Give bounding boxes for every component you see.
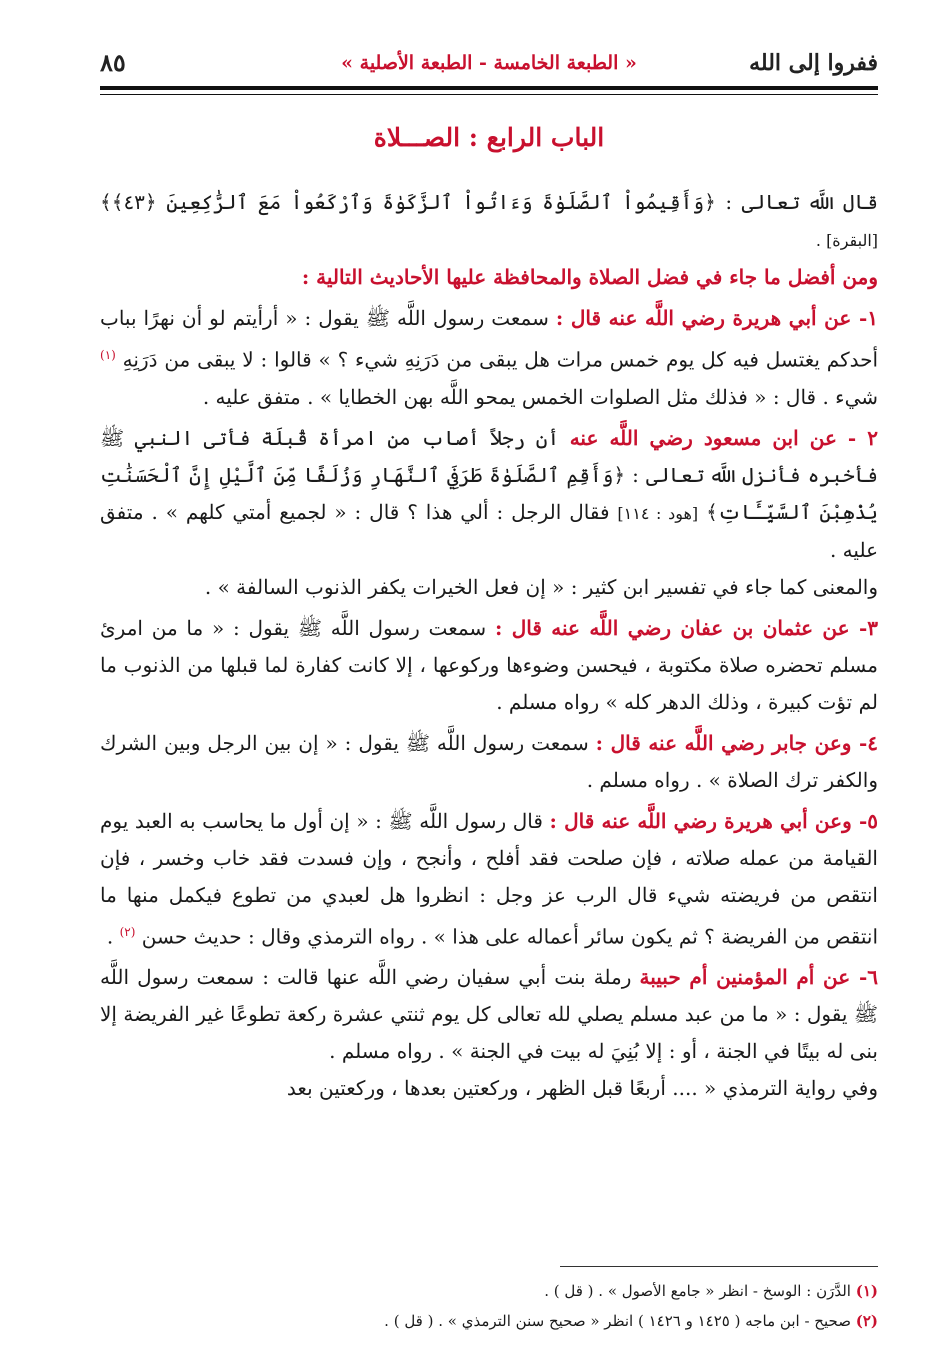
hadith-4-label: ٤- وعن جابر رضي اللَّه عنه قال : xyxy=(595,730,879,755)
chapter-title: الباب الرابع : الصـــلاة xyxy=(373,123,605,152)
hadith-2-text-end: فقال الرجل : ألي هذا ؟ قال : « لجميع أمتي كلهم » . متفق عليه . xyxy=(100,499,878,562)
footnote-2 xyxy=(100,1306,878,1336)
footnote-2-text: صحيح - ابن ماجه ( ١٤٢٥ و ١٤٢٦ ) انظر « صحيح سنن الترمذي » . ( قل ) . xyxy=(384,1312,851,1330)
hadith-4 xyxy=(100,725,878,799)
hadith-3 xyxy=(100,610,878,721)
page-body xyxy=(100,118,878,1107)
header-rule-thin xyxy=(100,94,878,95)
footnote-1-text: الدَّرَن : الوسخ - انظر « جامع الأصول » . ( قل ) . xyxy=(544,1282,851,1300)
hadith-1-text-end: شيء . قال : « فذلك مثل الصلوات الخمس يمحو اللَّه بهن الخطايا » . متفق عليه . xyxy=(202,384,878,409)
footnote-1 xyxy=(100,1276,878,1306)
tirmidhi-narration: وفي رواية الترمذي « .... أربعًا قبل الظهر ، وركعتين بعدها ، وركعتين بعد xyxy=(286,1076,878,1101)
commentary: والمعنى كما جاء في تفسير ابن كثير : « إن فعل الخيرات يكفر الذنوب السالفة » . xyxy=(204,574,878,599)
intro-lead: قال اللَّه تعالى : xyxy=(725,190,878,214)
section-subheading: ومن أفضل ما جاء في فضل الصلاة والمحافظة عليها الأحاديث التالية : xyxy=(301,265,878,289)
footnote-ref-1[interactable]: (١) xyxy=(100,348,116,362)
edition-label: « الطبعة الخامسة - الطبعة الأصلية » xyxy=(341,52,637,74)
verse-reference: [البقرة] . xyxy=(815,231,878,250)
hadith-2-verse: ﴿وَأَقِمِ ٱلصَّلَوٰةَ طَرَفَيِ ٱلنَّهَارِ وَزُلَفًا مِّنَ ٱلَّيْلِ إِنَّ ٱلْحَسَنَٰتِ يُذْهِبْنَ ٱلسَّيِّـَٔاتِ﴾ xyxy=(100,462,879,524)
hadith-5-label: ٥- وعن أبي هريرة رضي اللَّه عنه قال : xyxy=(549,808,879,833)
hadith-2-label: ٢ - عن ابن مسعود رضي اللَّه عنه xyxy=(569,425,879,450)
hadith-2-verse-ref: [هود : ١١٤] xyxy=(617,503,699,523)
header-rule-thick xyxy=(100,86,878,90)
hadith-6-label: ٦- عن أم المؤمنين أم حبيبة xyxy=(639,965,878,990)
hadith-2 xyxy=(100,420,878,569)
hadith-5 xyxy=(100,803,878,956)
footnote-ref-2[interactable]: (٢) xyxy=(119,924,136,939)
page-number: ٨٥ xyxy=(100,48,126,77)
hadith-3-label: ٣- عن عثمان بن عفان رضي اللَّه عنه قال : xyxy=(494,615,879,640)
hadith-5-text: قال رسول اللَّه ﷺ : « إن أول ما يحاسب به العبد يوم القيامة من عمله صلاته ، فإن صلحت فقد أفلح ، وأنجح ، وإن فسدت فقد خاب وخسر ، فإن انتقص من فريضته شيء قال الرب عز وجل : انظروا هل لعبدي من تطوع فيكمل منها ما انتقص من الفريضة ؟ ثم يكون سائر أعماله على هذا » . رواه الترمذي وقال : حديث حسن xyxy=(100,808,878,949)
page-header xyxy=(100,40,878,82)
footnotes xyxy=(100,1276,878,1336)
hadith-3-text: سمعت رسول اللَّه ﷺ يقول : « ما من امرئ مسلم تحضره صلاة مكتوبة ، فيحسن وضوءها وركوعها ، إلا كانت كفارة لما قبلها من الذنوب ما لم تؤت كبيرة ، وذلك الدهر كله » رواه مسلم . xyxy=(100,615,878,714)
intro-paragraph xyxy=(100,184,878,259)
footnote-2-number: (٢) xyxy=(855,1312,878,1330)
quran-verse: ﴿وَأَقِيمُواْ ٱلصَّلَوٰةَ وَءَاتُواْ ٱلزَّكَوٰةَ وَٱرْكَعُواْ مَعَ ٱلرَّٰكِعِينَ ﴿٤٣﴾﴾ xyxy=(100,190,716,214)
footnote-1-number: (١) xyxy=(855,1282,878,1300)
footnote-divider xyxy=(560,1266,878,1267)
hadith-6 xyxy=(100,959,878,1070)
hadith-4-text: سمعت رسول اللَّه ﷺ يقول : « إن بين الرجل وبين الشرك والكفر ترك الصلاة » . رواه مسلم . xyxy=(100,730,878,792)
hadith-6-text: رملة بنت أبي سفيان رضي اللَّه عنها قالت : سمعت رسول اللَّه ﷺ يقول : « ما من عبد مسلم يصلي لله تعالى كل يوم ثنتي عشرة ركعة تطوعًا غير الفريضة إلا بنى له بيتًا في الجنة ، أو : إلا بُنِيَ له بيت في الجنة » . رواه مسلم . xyxy=(100,965,878,1064)
hadith-1-label: ١- عن أبي هريرة رضي اللَّه عنه قال : xyxy=(555,306,879,330)
hadith-5-text-end: . xyxy=(106,924,114,949)
hadith-1-text: سمعت رسول اللَّه ﷺ يقول : « أرأيتم لو أن نهرًا بباب أحدكم يغتسل فيه كل يوم خمس مرات هل يبقى من دَرَنِهِ شيء ؟ » قالوا : لا يبقى من دَرَنِهِ xyxy=(100,306,879,372)
hadith-1 xyxy=(100,300,878,416)
book-title: ففروا إلى الله xyxy=(749,50,878,76)
hadith-2-text: أن رجلاً أصاب من امرأة قُبلَة فأتى النبي ﷺ فأخبره فأنزل اللَّه تعالى : xyxy=(100,425,879,487)
